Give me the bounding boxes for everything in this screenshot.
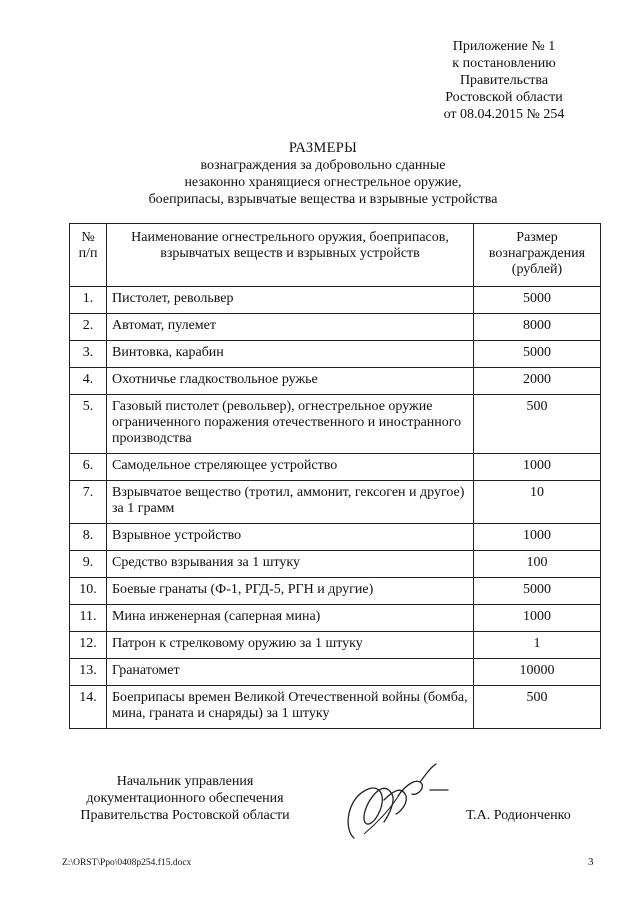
row-num: 9. [70,551,107,578]
table-row [70,314,601,341]
row-reward: 1000 [474,605,601,632]
header-name: Наименование огнестрельного оружия, боеприпасов, взрывчатых веществ и взрывных устройств [107,224,474,287]
row-reward: 5000 [474,287,601,314]
title-heading: РАЗМЕРЫ [288,140,358,156]
handwritten-signature [336,760,456,842]
row-num: 12. [70,632,107,659]
document-title [60,140,586,208]
row-name: Взрывное устройство [107,524,474,551]
position-line: документационного обеспечения [86,791,284,806]
row-name: Боевые гранаты (Ф-1, РГД-5, РГН и другие) [107,578,474,605]
table-row [70,454,601,481]
table-row [70,524,601,551]
row-reward: 1000 [474,524,601,551]
appendix-line: Правительства [459,73,549,88]
row-name: Автомат, пулемет [107,314,474,341]
page-number: 3 [588,856,594,868]
table-row [70,551,601,578]
row-num: 1. [70,287,107,314]
row-num: 7. [70,481,107,524]
rewards-table [69,223,601,729]
row-reward: 1000 [474,454,601,481]
appendix-line: к постановлению [452,56,556,71]
row-num: 10. [70,578,107,605]
table-row [70,368,601,395]
row-num: 5. [70,395,107,454]
row-name: Взрывчатое вещество (тротил, аммонит, гексоген и другое) за 1 грамм [107,481,474,524]
row-name: Гранатомет [107,659,474,686]
row-reward: 2000 [474,368,601,395]
position-line: Начальник управления [116,774,254,789]
table-row [70,395,601,454]
table-header-row [70,224,601,287]
row-name: Охотничье гладкоствольное ружье [107,368,474,395]
appendix-line: от 08.04.2015 № 254 [443,107,565,122]
position-line: Правительства Ростовской области [80,808,290,823]
appendix-block [418,38,590,123]
row-reward: 500 [474,395,601,454]
row-num: 2. [70,314,107,341]
row-num: 13. [70,659,107,686]
appendix-line: Приложение № 1 [452,39,556,54]
row-reward: 500 [474,686,601,729]
title-line: незаконно хранящиеся огнестрельное оружие, [184,175,462,190]
table-row [70,287,601,314]
table-row [70,686,601,729]
row-reward: 10 [474,481,601,524]
row-num: 14. [70,686,107,729]
row-name: Самодельное стреляющее устройство [107,454,474,481]
table-row [70,481,601,524]
row-name: Газовый пистолет (револьвер), огнестрельное оружие ограниченного поражения отечественного и иностранного производства [107,395,474,454]
row-reward: 10000 [474,659,601,686]
signature-stroke [348,764,448,838]
row-name: Боеприпасы времен Великой Отечественной войны (бомба, мина, граната и снаряды) за 1 штуку [107,686,474,729]
table-row [70,341,601,368]
row-reward: 8000 [474,314,601,341]
title-line: боеприпасы, взрывчатые вещества и взрывные устройства [148,192,498,207]
row-reward: 5000 [474,578,601,605]
row-num: 3. [70,341,107,368]
appendix-line: Ростовской области [445,90,563,105]
row-name: Винтовка, карабин [107,341,474,368]
row-num: 6. [70,454,107,481]
signatory-name: Т.А. Родионченко [466,808,571,823]
table-row [70,632,601,659]
row-num: 11. [70,605,107,632]
row-name: Патрон к стрелковому оружию за 1 штуку [107,632,474,659]
table-row [70,578,601,605]
table-row [70,605,601,632]
row-reward: 5000 [474,341,601,368]
row-name: Средство взрывания за 1 штуку [107,551,474,578]
row-name: Пистолет, револьвер [107,287,474,314]
footer-file-path: Z:\ORST\Ppo\0408p254.f15.docx [62,858,192,868]
row-reward: 100 [474,551,601,578]
signature-stroke [364,790,402,834]
row-name: Мина инженерная (саперная мина) [107,605,474,632]
signatory-position [70,773,300,824]
title-line: вознаграждения за добровольно сданные [200,158,446,173]
row-num: 4. [70,368,107,395]
header-reward: Размер вознаграждения (рублей) [474,224,601,287]
row-num: 8. [70,524,107,551]
header-num: № п/п [70,224,107,287]
table-row [70,659,601,686]
row-reward: 1 [474,632,601,659]
